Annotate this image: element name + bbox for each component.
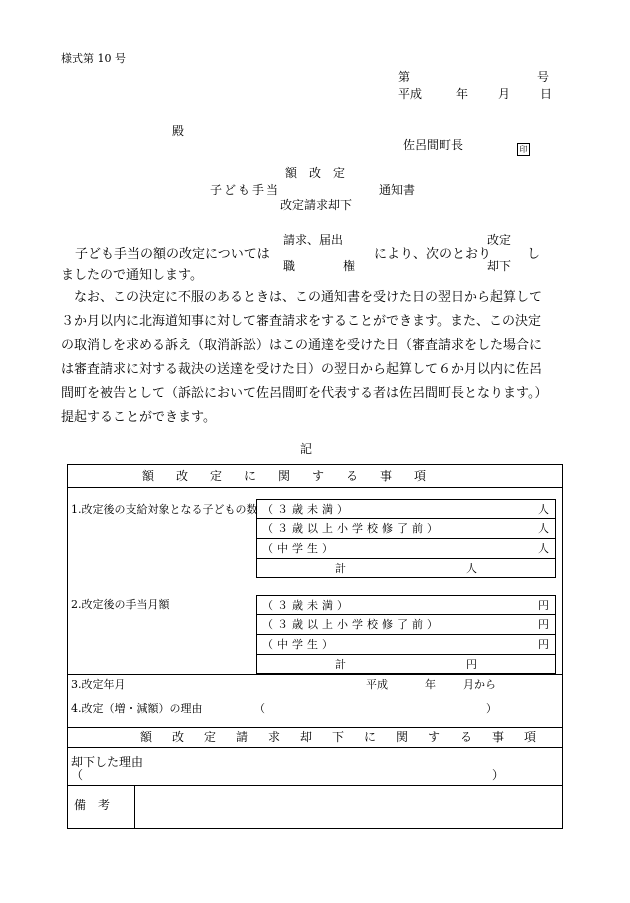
item2-row1-unit: 円 xyxy=(538,599,549,612)
item3-year: 年 xyxy=(425,678,436,691)
appeal-notice-paragraph: なお、この決定に不服のあるときは、この通知書を受けた日の翌日から起算して３か月以内に北海道知事に対して審査請求をすることができます。また、この決定の取消しを求める訴え（取消訴訟）はこの通達を受けた日（審査請求をした場合には審査請求に対する裁決の送達を受けた日）の翌日から起算して６か月以内に佐呂間町を被告として（訴訟において佐呂間町を代表する者は佐呂間町長となります。）提起することができます。 xyxy=(61,290,548,425)
ki-heading: 記 xyxy=(300,442,313,456)
item2-row2-unit: 円 xyxy=(538,618,549,631)
date-day: 日 xyxy=(540,87,553,101)
date-month: 月 xyxy=(498,87,511,101)
title-left: 子ども手当 xyxy=(210,183,281,197)
item4-open-paren: （ xyxy=(254,702,265,715)
reject-reason-label: 却下した理由 xyxy=(71,755,144,769)
p1-option-change: 改定 xyxy=(487,233,512,247)
divider xyxy=(256,654,556,655)
p1-mid: により、次のとおり xyxy=(374,247,492,262)
item2-row2-label: （３歳以上小学校修了前） xyxy=(262,618,442,631)
item1-label: 1.改定後の支給対象となる子どもの数 xyxy=(71,503,258,516)
item1-row3-unit: 人 xyxy=(538,542,549,555)
item3-month: 月から xyxy=(463,678,496,691)
item4-label: 4.改定（増・減額）の理由 xyxy=(71,702,203,715)
item1-row2-label: （３歳以上小学校修了前） xyxy=(262,522,442,535)
item1-row1-label: （３歳未満） xyxy=(262,503,352,516)
divider xyxy=(256,558,556,559)
item2-total-unit: 円 xyxy=(466,658,477,671)
item3-era: 平成 xyxy=(366,678,388,691)
p1-option-reject: 却下 xyxy=(487,259,512,273)
divider xyxy=(67,747,563,748)
p1-option-request: 請求、届出 xyxy=(283,233,344,247)
p1-start: 子ども手当の額の改定については xyxy=(75,247,270,262)
p1-option-authority: 職 権 xyxy=(283,259,356,273)
section1-header: 額改定に関する事項 xyxy=(142,469,449,483)
divider xyxy=(256,538,556,539)
date-era: 平成 xyxy=(398,87,423,101)
date-year: 年 xyxy=(456,87,469,101)
item1-total-unit: 人 xyxy=(466,562,477,575)
form-number: 様式第 10 号 xyxy=(61,52,126,65)
title-right: 通知書 xyxy=(379,183,416,197)
item1-row2-unit: 人 xyxy=(538,522,549,535)
reject-open-paren: （ xyxy=(71,768,84,782)
divider xyxy=(67,674,563,675)
divider xyxy=(256,634,556,635)
item2-label: 2.改定後の手当月額 xyxy=(71,598,170,611)
p1-end: し xyxy=(527,247,541,262)
doc-number-suffix: 号 xyxy=(537,70,550,84)
addressee-suffix: 殿 xyxy=(172,124,185,138)
title-option-rejection: 改定請求却下 xyxy=(280,198,353,212)
issuer-name: 佐呂間町長 xyxy=(403,138,464,152)
item2-row1-label: （３歳未満） xyxy=(262,599,352,612)
title-option-amount-change: 額 改 定 xyxy=(285,166,346,180)
divider xyxy=(256,518,556,519)
divider xyxy=(67,727,563,728)
seal-mark xyxy=(517,139,530,156)
section2-header: 額改定請求却下に関する事項 xyxy=(140,730,557,744)
p1-line2: ましたので通知します。 xyxy=(61,268,203,283)
seal-icon: 印 xyxy=(517,143,530,156)
divider xyxy=(256,614,556,615)
item2-row3-unit: 円 xyxy=(538,638,549,651)
remarks-label: 備 考 xyxy=(74,798,111,812)
divider xyxy=(67,487,563,488)
item1-total-label: 計 xyxy=(335,562,346,575)
doc-number-prefix: 第 xyxy=(398,70,411,84)
item2-total-label: 計 xyxy=(335,658,346,671)
item3-label: 3.改定年月 xyxy=(71,678,126,691)
item1-row1-unit: 人 xyxy=(538,503,549,516)
item2-row3-label: （中学生） xyxy=(262,638,337,651)
item1-row3-label: （中学生） xyxy=(262,542,337,555)
remarks-field[interactable] xyxy=(135,786,562,828)
reject-close-paren: ） xyxy=(492,768,505,782)
item4-close-paren: ） xyxy=(486,702,497,715)
